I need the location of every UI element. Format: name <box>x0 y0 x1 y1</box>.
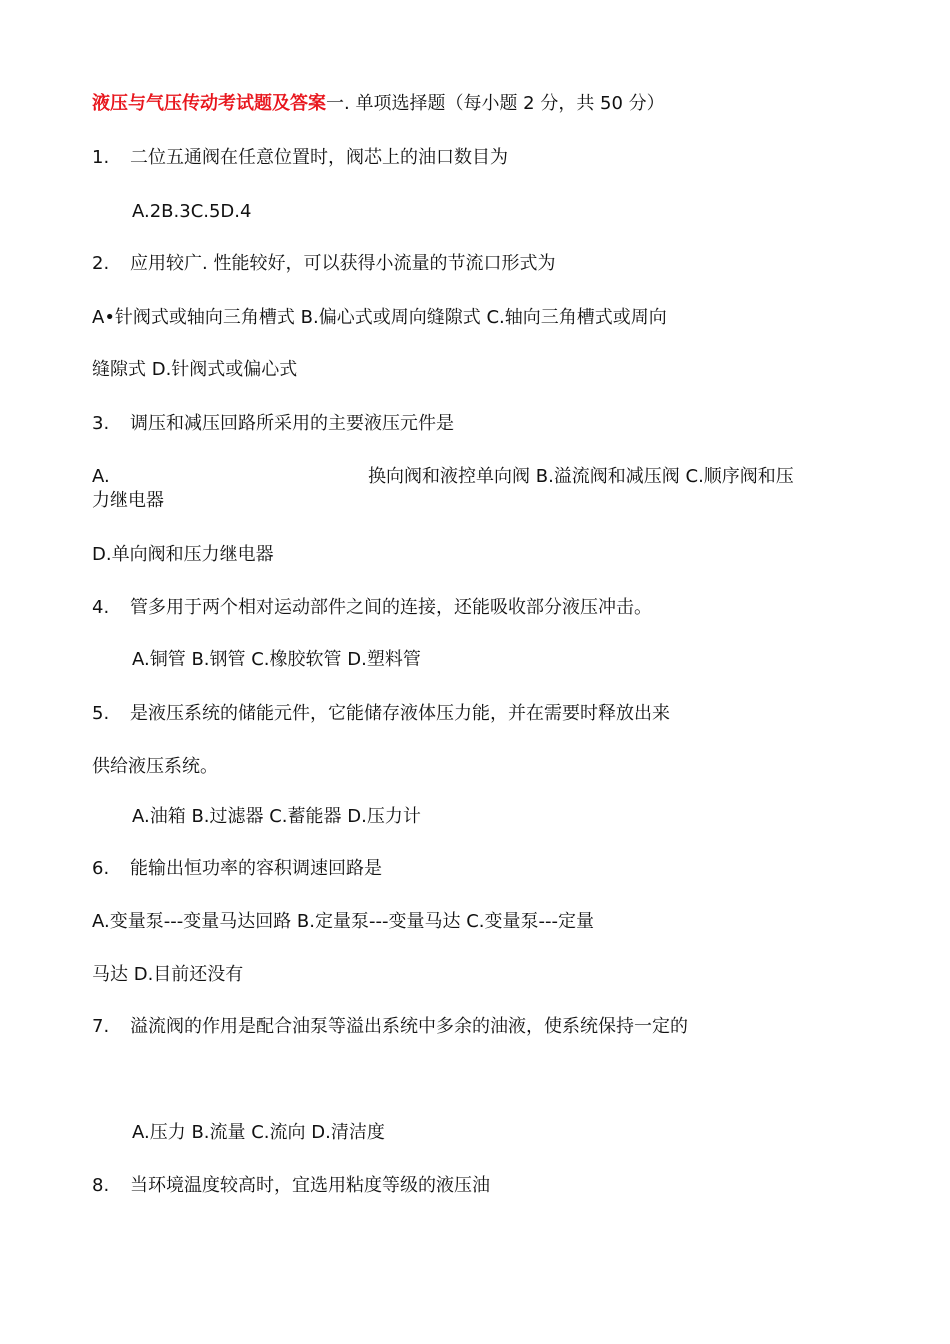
question-3-options-line-1: 换向阀和液控单向阀 B.溢流阀和减压阀 C.顺序阀和压 <box>368 466 794 487</box>
question-number: 6. <box>92 858 110 879</box>
question-number: 7. <box>92 1016 110 1037</box>
question-text: 当环境温度较高时，宜选用粘度等级的液压油 <box>130 1175 490 1196</box>
question-number: 1. <box>92 147 110 168</box>
document-title: 液压与气压传动考试题及答案 <box>92 93 326 114</box>
question-text: 是液压系统的储能元件，它能储存液体压力能，并在需要时释放出来 <box>130 703 670 724</box>
question-3-option-a-label: A. <box>92 466 110 487</box>
question-number: 5. <box>92 703 110 724</box>
question-text: 调压和减压回路所采用的主要液压元件是 <box>130 413 454 434</box>
question-4 <box>92 596 652 620</box>
question-2 <box>92 252 555 276</box>
question-number: 3. <box>92 413 110 434</box>
question-3-options-line-2: 力继电器 <box>92 490 164 511</box>
header-line <box>92 92 665 116</box>
question-1-options: A.2B.3C.5D.4 <box>132 201 252 222</box>
question-6 <box>92 857 382 881</box>
question-text: 溢流阀的作用是配合油泵等溢出系统中多余的油液，使系统保持一定的 <box>130 1016 688 1037</box>
question-7 <box>92 1015 688 1039</box>
question-5 <box>92 702 670 726</box>
question-number: 8. <box>92 1175 110 1196</box>
question-1 <box>92 146 508 170</box>
question-5-text-line-2: 供给液压系统。 <box>92 756 218 777</box>
question-6-options-line-2: 马达 D.目前还没有 <box>92 964 244 985</box>
question-7-options: A.压力 B.流量 C.流向 D.清洁度 <box>132 1122 385 1143</box>
question-text: 管多用于两个相对运动部件之间的连接，还能吸收部分液压冲击。 <box>130 597 652 618</box>
question-text: 二位五通阀在任意位置时，阀芯上的油口数目为 <box>130 147 508 168</box>
question-number: 4. <box>92 597 110 618</box>
question-8 <box>92 1174 490 1198</box>
question-number: 2. <box>92 253 110 274</box>
question-text: 能输出恒功率的容积调速回路是 <box>130 858 382 879</box>
question-2-options-line-1: A•针阀式或轴向三角槽式 B.偏心式或周向缝隙式 C.轴向三角槽式或周向 <box>92 307 667 328</box>
question-2-options-line-2: 缝隙式 D.针阀式或偏心式 <box>92 359 298 380</box>
question-text: 应用较广. 性能较好，可以获得小流量的节流口形式为 <box>130 253 556 274</box>
section-heading: 一. 单项选择题（每小题 2 分，共 50 分） <box>326 93 665 114</box>
question-3-options-line-3: D.单向阀和压力继电器 <box>92 544 274 565</box>
question-6-options-line-1: A.变量泵---变量马达回路 B.定量泵---变量马达 C.变量泵---定量 <box>92 911 594 932</box>
question-4-options: A.铜管 B.钢管 C.橡胶软管 D.塑料管 <box>132 649 421 670</box>
question-5-options: A.油箱 B.过滤器 C.蓄能器 D.压力计 <box>132 806 421 827</box>
question-3 <box>92 412 454 436</box>
